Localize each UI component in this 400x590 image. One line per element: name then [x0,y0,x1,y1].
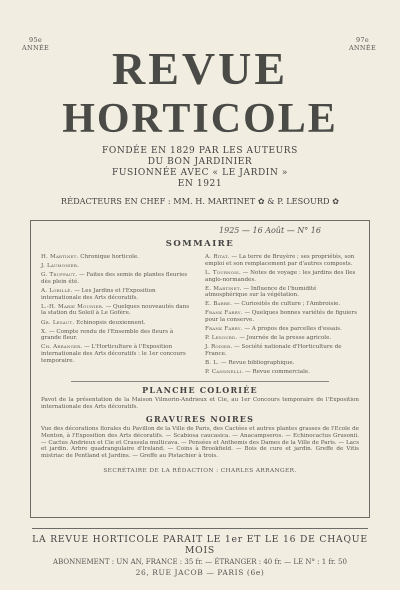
secretary-line: SECRÉTAIRE DE LA RÉDACTION : CHARLES ARRANGER. [103,468,297,475]
sommaire-columns [41,254,359,378]
publication-footer [32,528,368,577]
sommaire-left-column [41,254,195,378]
gravures-heading: GRAVURES NOIRES [145,414,255,425]
list-item: G. Truffaut. — Faites des semis de plantes fleuries dès plein été. [41,272,188,285]
year-right [349,36,376,52]
list-item: J. Rodier. — Société nationale d'Horticulture de France. [205,344,342,358]
founding-line-4: EN 1921 [177,179,223,189]
editors-line: RÉDACTEURS EN CHEF : MM. H. MARTINET ✿ & P. LESOURD ✿ [60,196,340,206]
list-item: L.-H. Marie Mounier. — Quelques nouveautés dans la station du Soleil à Le Gofère. [41,303,190,317]
list-item: A. Ritat. — La terre de Bruyère ; ses propriétés, son emploi et son remplacement par d'autres composts. [205,254,355,267]
year-left [22,36,49,52]
list-item: J. Laumonier. [41,263,80,270]
publication-frequency: LA REVUE HORTICOLE PARAIT LE 1er ET LE 16 DE CHAQUE MOIS [32,534,368,556]
list-item: H. Martinet. Chronique horticole. [41,254,139,260]
year-right-label: ANNÉE [348,44,376,52]
year-left-number: 95e [29,36,43,44]
list-item: E. Barre. — Curiosités de culture ; l'Ambroisie. [205,301,341,308]
planche-text: Pavot de la présentation de la Maison Vilmorin-Andrieux et Cie, au 1er Concours temporaire de l'Exposition internationale des Arts décoratifs. [41,397,359,411]
list-item: Frank Farry. — A propos des parcelles d'essais. [205,326,342,333]
list-item: P. Lesourd. — Journée de la presse agricole. [205,335,332,342]
list-item: A. Lorillé. — Les Jardins et l'Exposition internationale des Arts décoratifs. [41,287,156,301]
list-item: Ch. Arranger. — L'Horticulture à l'Exposition internationale des Arts décoratifs : le 1er concours temporaire. [41,344,186,364]
masthead-revue: REVUE [111,43,289,94]
list-item: Frank Farry. — Quelques bonnes variétés de figuiers pour la conserve. [205,310,357,324]
divider [71,381,329,382]
list-item: L. Tournois. — Notes de voyage : les jardins des Iles anglo-normandes. [205,269,356,283]
sommaire-heading: SOMMAIRE [165,239,235,249]
year-right-number: 97e [355,36,369,44]
list-item: E. Martinet. — Influence de l'humidité atmosphérique sur la végétation. [205,285,317,299]
publisher-address: 26, RUE JACOB — PARIS (6e) [135,568,265,577]
list-item: X. — Compte rendu de l'Ensemble des fleurs à grande fleur. [41,328,174,342]
list-item: P. Cassinelli. — Revue commerciale. [205,369,311,376]
founding-line-1: FONDÉE EN 1829 PAR LES AUTEURS [102,146,298,156]
list-item: Gr. Lesaut. Echinopsis deuxiennent. [41,319,146,326]
planche-heading: PLANCHE COLORIÉE [142,385,258,396]
masthead-horticole: HORTICOLE [62,96,338,142]
list-item: B. L. — Revue bibliographique. [205,360,295,367]
year-left-label: ANNÉE [22,44,50,52]
founding-line-3: FUSIONNÉE AVEC « LE JARDIN » [111,168,289,178]
contents-box [30,220,370,518]
sommaire-right-column [205,254,359,378]
subscription-prices: ABONNEMENT : UN AN, FRANCE : 35 fr. — ÉTRANGER : 40 fr. — LE N° : 1 fr. 50 [53,558,347,566]
founding-line-2: DU BON JARDINIER [147,157,253,167]
founding-note [18,146,382,190]
gravures-text: Vue des décorations florales du Pavillon de la Ville de Paris, des Cactées et autres plantes grasses de l'Ecole de Menton, à l'Exposition des Arts décoratifs. — Scabiosa caucasica. — Anacampseros. — Echinocactus Grusonii. — Cactus Andrieux et Cie et Crassula multicava. — Pensées et Anthemis des Dames de la Ville de Paris. — Lacs et jardin. Arbre quadrangulaire d'Ireland. — Coins à Brookfield. — Bois de cure et jardin. Greffe de Vitis mistriac de Pentland et Jardins. — Greffe au Pistachier à trois. [41,426,359,460]
issue-date: 1925 — 16 Août — N° 16 [219,226,321,235]
